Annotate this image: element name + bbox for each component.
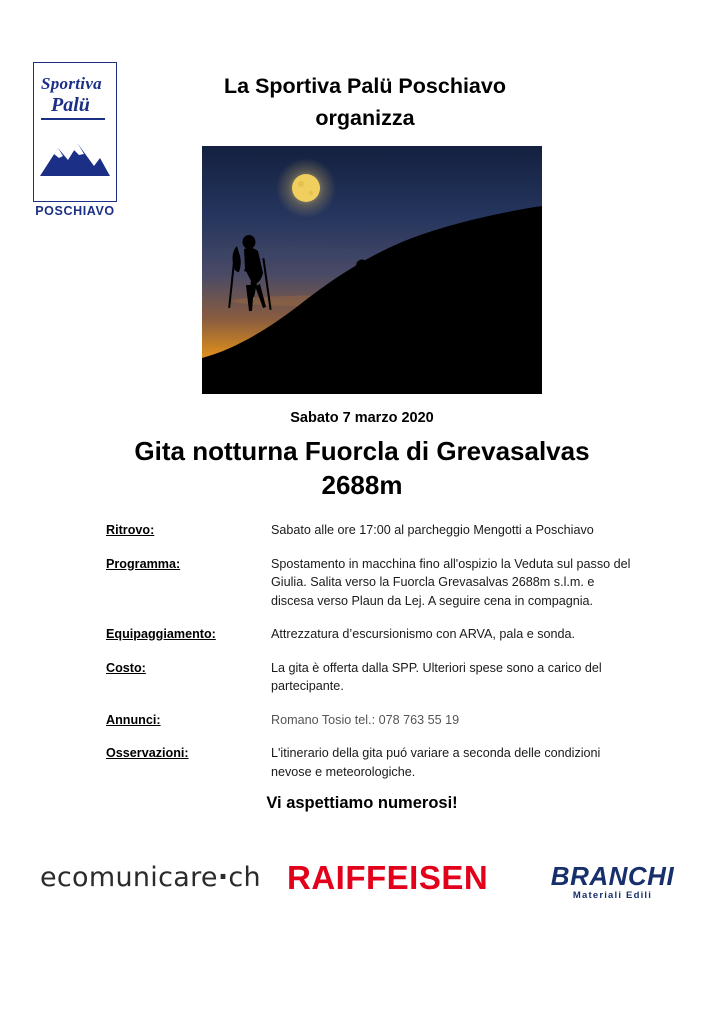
closing-message: Vi aspettiamo numerosi! xyxy=(266,794,458,812)
detail-value: Sabato alle ore 17:00 al parcheggio Mengotti a Poschiavo xyxy=(271,523,594,537)
detail-label xyxy=(106,625,271,643)
detail-value: Spostamento in macchina fino all'ospizio la Veduta sul passo del Giulia. Salita verso la Fuorcla Grevasalvas 2688m s.l.m. e discesa verso Plaun da Lej. A seguire cena in compagnia. xyxy=(271,556,631,608)
detail-label xyxy=(106,744,271,762)
event-photo xyxy=(202,146,542,394)
detail-value: Attrezzatura d’escursionismo con ARVA, pala e sonda. xyxy=(271,627,576,641)
detail-label-text: Programma: xyxy=(106,556,181,571)
detail-label-text: Osservazioni: xyxy=(106,746,189,760)
detail-row-programma xyxy=(106,555,636,611)
detail-label xyxy=(106,659,271,677)
sponsor-ecomunicare-name: ecomunicare xyxy=(40,862,218,893)
sponsor-branchi-tagline: Materiali Edili xyxy=(572,890,653,901)
sponsor-raiffeisen-logo: RAIFFEISEN xyxy=(287,859,489,896)
detail-label-text: Ritrovo: xyxy=(106,523,155,537)
club-logo xyxy=(33,62,119,227)
detail-label-text: Equipaggiamento: xyxy=(106,627,216,641)
mountain-icon xyxy=(38,136,112,178)
details-table xyxy=(106,521,636,796)
detail-row-equipaggiamento xyxy=(106,625,636,644)
organizer-line-2: organizza xyxy=(315,106,415,130)
sponsor-ecomunicare-logo xyxy=(40,862,261,893)
logo-word-palu: Palü xyxy=(51,94,90,116)
detail-row-ritrovo xyxy=(106,521,636,540)
event-date: Sabato 7 marzo 2020 xyxy=(290,410,434,426)
event-title-line-1: Gita notturna Fuorcla di Grevasalvas xyxy=(134,436,590,466)
detail-label xyxy=(106,555,271,573)
night-hikers-illustration xyxy=(202,146,542,394)
detail-row-osservazioni xyxy=(106,744,636,781)
detail-value: Romano Tosio tel.: 078 763 55 19 xyxy=(271,712,460,727)
logo-word-sportiva: Sportiva xyxy=(41,74,102,93)
sponsor-branchi-name: BRANCHI xyxy=(550,861,675,891)
event-title xyxy=(62,434,662,502)
detail-row-costo xyxy=(106,659,636,696)
sponsor-ecomunicare-tld: ch xyxy=(228,862,261,893)
detail-label xyxy=(106,521,271,539)
organizer-heading xyxy=(130,70,600,134)
event-title-line-2: 2688m xyxy=(321,470,403,500)
detail-label-text: Annunci: xyxy=(106,712,161,727)
sponsor-branchi-logo xyxy=(530,861,695,901)
detail-value: La gita è offerta dalla SPP. Ulteriori spese sono a carico del partecipante. xyxy=(271,660,602,693)
logo-city-label: POSCHIAVO xyxy=(35,204,115,218)
sponsor-bar xyxy=(0,852,724,912)
detail-label-text: Costo: xyxy=(106,660,146,675)
logo-underline xyxy=(41,118,105,120)
sponsor-ecomunicare-dot: · xyxy=(217,862,229,893)
detail-label xyxy=(106,711,271,729)
detail-row-annunci xyxy=(106,711,636,730)
organizer-line-1: La Sportiva Palü Poschiavo xyxy=(224,74,506,98)
detail-value: L'itinerario della gita puó variare a seconda delle condizioni nevose e meteorologiche. xyxy=(271,746,601,779)
